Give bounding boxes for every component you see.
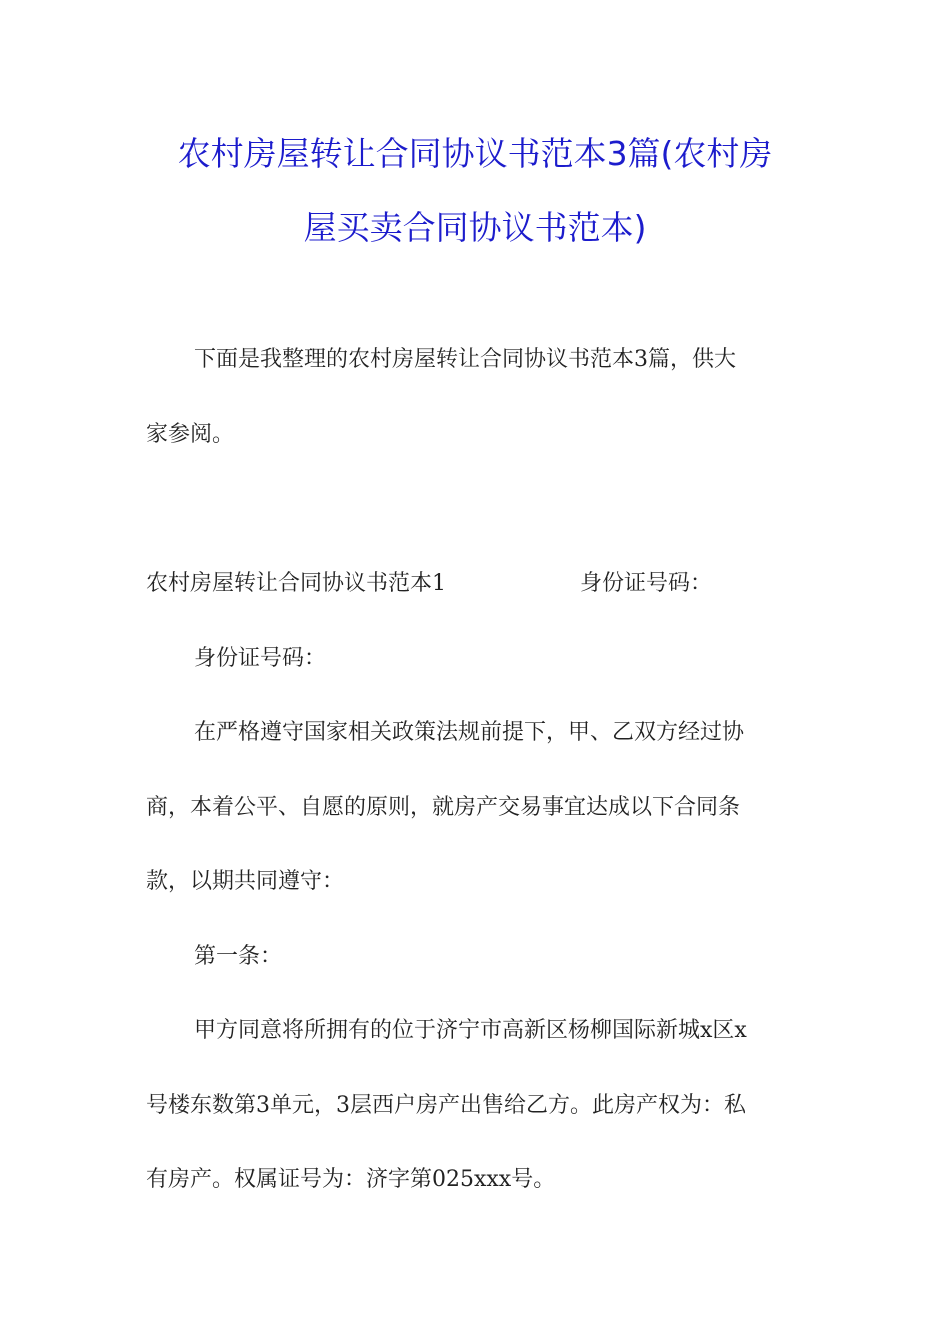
preamble-line-3: 款，以期共同遵守：	[146, 869, 345, 894]
article-1-heading: 第一条：	[194, 944, 283, 969]
document-title-line-2: 屋买卖合同协议书范本)	[303, 208, 647, 247]
document-title-line-1: 农村房屋转让合同协议书范本3篇(农村房	[177, 134, 773, 173]
article-1-line-3: 有房产。权属证号为：济字第025xxx号。	[146, 1167, 556, 1192]
preamble-line-1: 在严格遵守国家相关政策法规前提下，甲、乙双方经过协	[194, 720, 745, 745]
intro-line-1: 下面是我整理的农村房屋转让合同协议书范本3篇，供大	[194, 347, 736, 372]
preamble-line-2: 商，本着公平、自愿的原则，就房产交易事宜达成以下合同条	[146, 795, 741, 820]
section-heading: 农村房屋转让合同协议书范本1	[146, 571, 446, 596]
id-number-label-1: 身份证号码：	[580, 571, 713, 596]
id-number-label-2: 身份证号码：	[194, 646, 327, 671]
article-1-line-1: 甲方同意将所拥有的位于济宁市高新区杨柳国际新城x区x	[194, 1018, 747, 1043]
intro-line-2: 家参阅。	[146, 422, 235, 447]
article-1-line-2: 号楼东数第3单元，3层西户房产出售给乙方。此房产权为：私	[146, 1093, 746, 1118]
